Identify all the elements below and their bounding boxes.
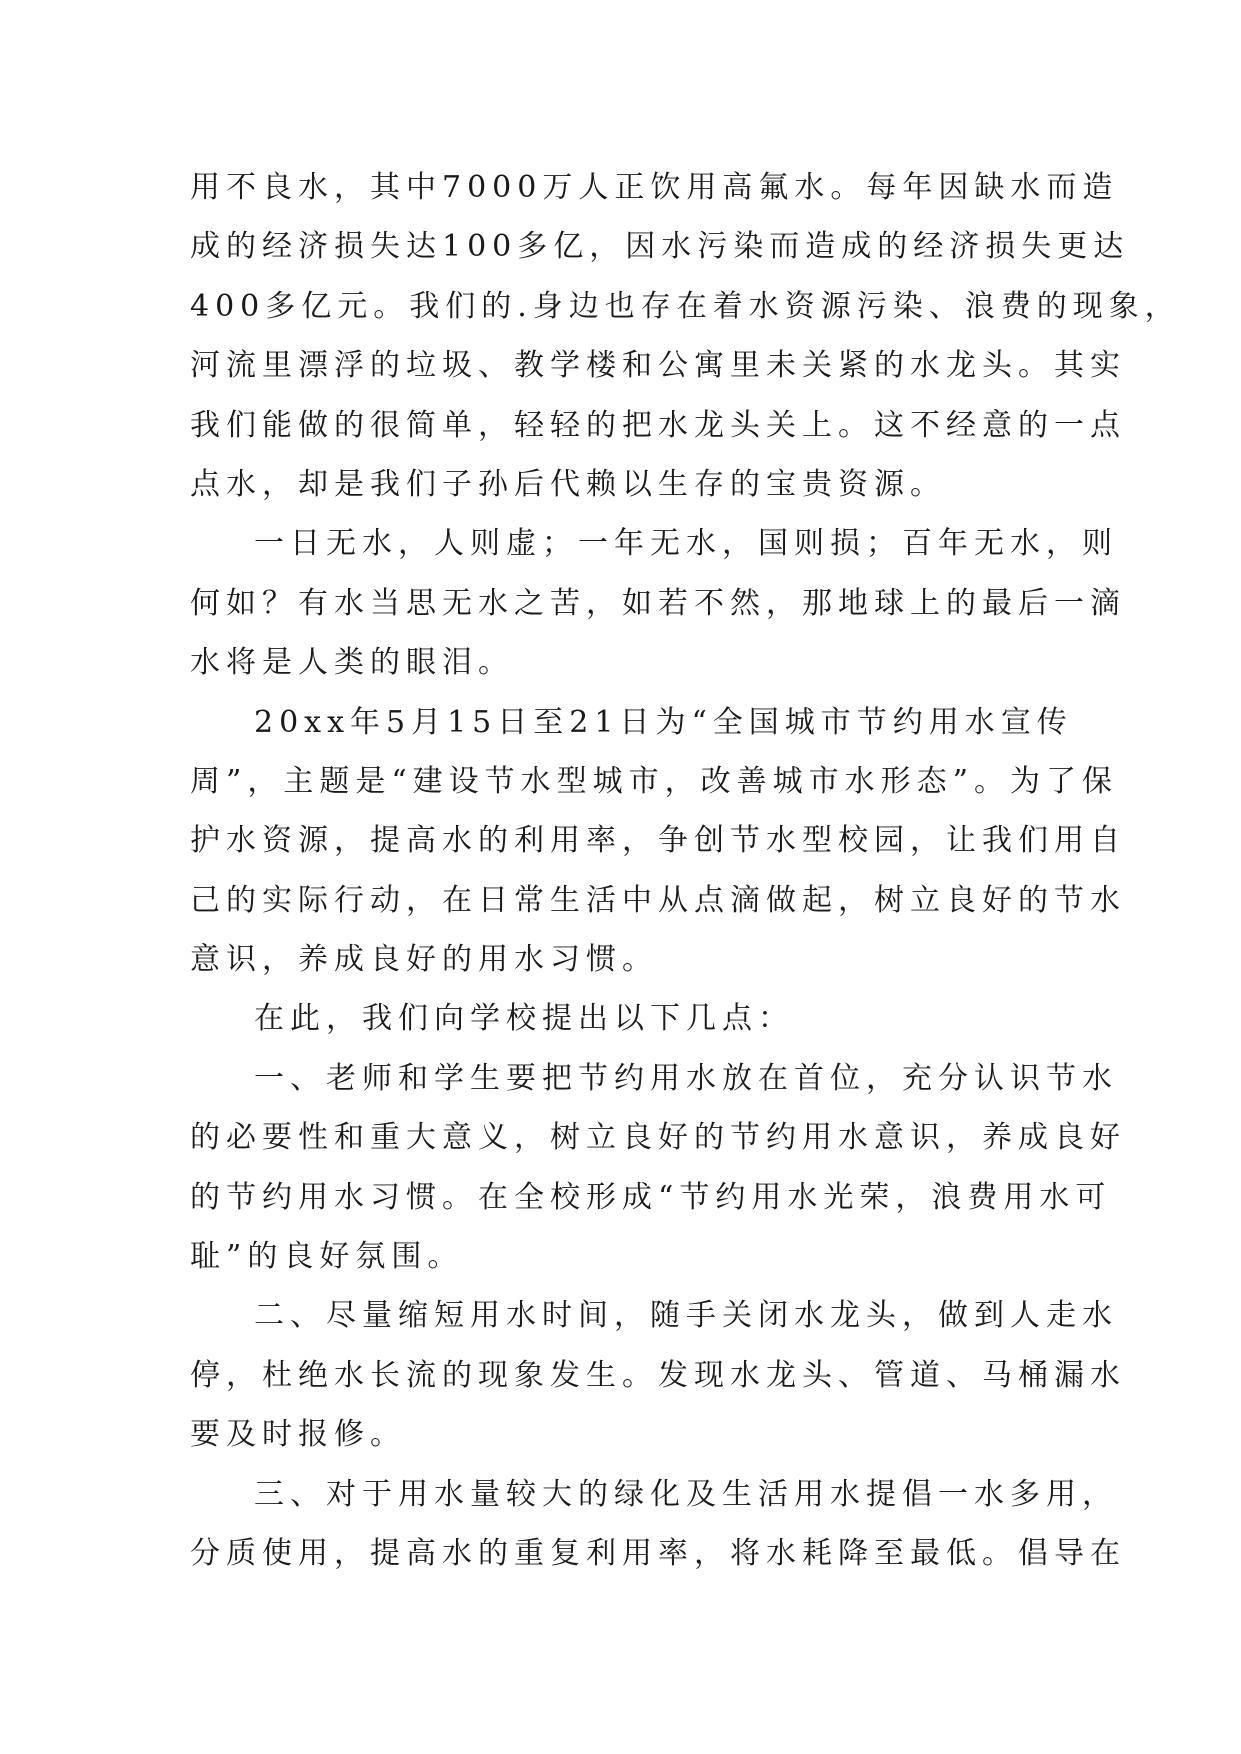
text-line: 二、尽量缩短用水时间，随手关闭水龙头，做到人走水 bbox=[254, 1298, 1118, 1334]
text-line: 水将是人类的眼泪。 bbox=[190, 645, 514, 681]
text-line: 400多亿元。我们的.身边也存在着水资源污染、浪费的现象， bbox=[190, 288, 1181, 324]
document-body bbox=[190, 158, 1181, 1583]
text-line: 要及时报修。 bbox=[190, 1417, 406, 1453]
text-line: 停，杜绝水长流的现象发生。发现水龙头、管道、马桶漏水 bbox=[190, 1357, 1126, 1393]
text-line: 三、对于用水量较大的绿化及生活用水提倡一水多用， bbox=[254, 1476, 1118, 1512]
text-line: 在此，我们向学校提出以下几点： bbox=[254, 1001, 794, 1037]
text-line: 何如？有水当思无水之苦，如若不然，那地球上的最后一滴 bbox=[190, 585, 1126, 621]
text-line: 点水，却是我们子孙后代赖以生存的宝贵资源。 bbox=[190, 466, 946, 502]
text-line: 成的经济损失达100多亿，因水污染而造成的经济损失更达 bbox=[190, 229, 1130, 265]
text-line: 一日无水，人则虚；一年无水，国则损；百年无水，则 bbox=[254, 526, 1118, 562]
text-line: 意识，养成良好的用水习惯。 bbox=[190, 942, 658, 978]
text-line: 护水资源，提高水的利用率，争创节水型校园，让我们用自 bbox=[190, 823, 1126, 859]
text-line: 的必要性和重大意义，树立良好的节约用水意识，养成良好 bbox=[190, 1120, 1126, 1156]
text-line: 用不良水，其中7000万人正饮用高氟水。每年因缺水而造 bbox=[190, 170, 1119, 205]
text-line: 的节约用水习惯。在全校形成“节约用水光荣，浪费用水可 bbox=[190, 1179, 1112, 1215]
text-line: 耻”的良好氛围。 bbox=[190, 1239, 464, 1275]
text-line: 我们能做的很简单，轻轻的把水龙头关上。这不经意的一点 bbox=[190, 407, 1126, 443]
text-line: 河流里漂浮的垃圾、教学楼和公寓里未关紧的水龙头。其实 bbox=[190, 348, 1126, 384]
text-line: 周”，主题是“建设节水型城市，改善城市水形态”。为了保 bbox=[190, 763, 1119, 799]
text-line: 己的实际行动，在日常生活中从点滴做起，树立良好的节水 bbox=[190, 882, 1126, 918]
text-line: 20xx年5月15日至21日为“全国城市节约用水宣传 bbox=[254, 704, 1073, 740]
text-line: 一、老师和学生要把节约用水放在首位，充分认识节水 bbox=[254, 1060, 1118, 1096]
text-line: 分质使用，提高水的重复利用率，将水耗降至最低。倡导在 bbox=[190, 1535, 1126, 1571]
